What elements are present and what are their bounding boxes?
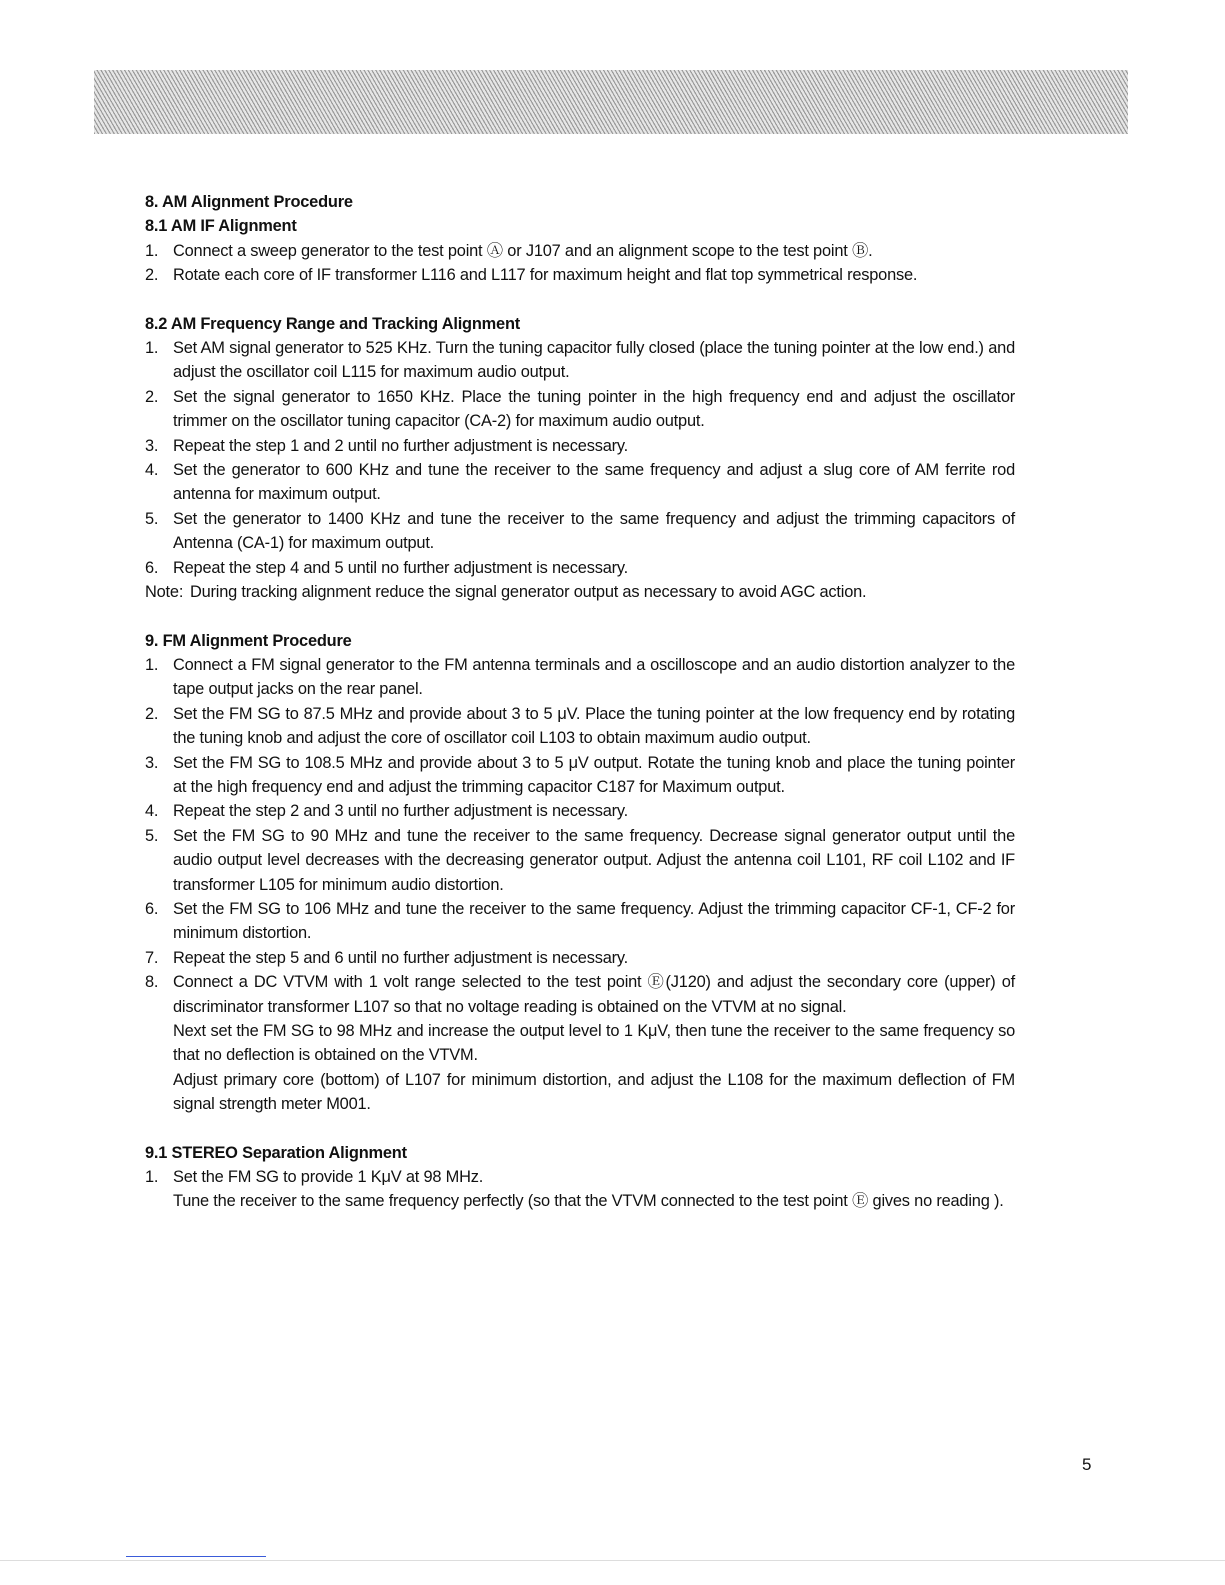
header-pattern-banner xyxy=(94,70,1128,134)
list-item: 4. Repeat the step 2 and 3 until no further adjustment is necessary. xyxy=(145,802,629,821)
list-item: 2. Set the signal generator to 1650 KHz. Place the tuning pointer in the high frequency end and adjust the oscillator trimmer on the oscillator tuning capacitor (CA-2) for maximum audio output. xyxy=(145,387,1015,431)
section-8-1-heading: 8.1 AM IF Alignment xyxy=(145,217,297,236)
section-9-1-heading: 9.1 STEREO Separation Alignment xyxy=(145,1143,407,1162)
list-item: 3. Repeat the step 1 and 2 until no further adjustment is necessary. xyxy=(145,436,629,455)
section-9-heading: 9. FM Alignment Procedure xyxy=(145,631,352,650)
list-item: 1. Set the FM SG to provide 1 KμV at 98 MHz. xyxy=(145,1168,484,1187)
divider xyxy=(126,1556,266,1557)
list-item: 1. Connect a sweep generator to the test point Ⓐ or J107 and an alignment scope to the test point Ⓑ. xyxy=(145,241,873,260)
list-item: 2. Rotate each core of IF transformer L116 and L117 for maximum height and flat top symmetrical response. xyxy=(145,266,918,285)
list-item: 5. Set the generator to 1400 KHz and tune the receiver to the same frequency and adjust the trimming capacitors of Antenna (CA-1) for maximum output. xyxy=(145,509,1015,553)
list-item: 6. Repeat the step 4 and 5 until no further adjustment is necessary. xyxy=(145,558,629,577)
list-item: 3. Set the FM SG to 108.5 MHz and provide about 3 to 5 μV output. Rotate the tuning knob and place the tuning pointer at the high frequency end and adjust the trimming capacitor C187 for Maximum output. xyxy=(145,753,1015,796)
list-item: 5. Set the FM SG to 90 MHz and tune the receiver to the same frequency. Decrease signal generator output until the audio output level decreases with the decreasing generator output. Adjust the antenna coil L101, RF coil L102 and IF transformer L105 for minimum audio distortion. xyxy=(145,826,1015,894)
list-item: 7. Repeat the step 5 and 6 until no further adjustment is necessary. xyxy=(145,948,629,967)
page-number: 5 xyxy=(1082,1455,1092,1474)
note: Note: During tracking alignment reduce the signal generator output as necessary to avoid AGC action. xyxy=(145,583,867,602)
list-item-continuation: Tune the receiver to the same frequency perfectly (so that the VTVM connected to the test point Ⓔ gives no reading ). xyxy=(173,1192,1004,1211)
section-8-2-heading: 8.2 AM Frequency Range and Tracking Alignment xyxy=(145,314,521,333)
divider xyxy=(0,1560,1225,1561)
list-item-continuation: Adjust primary core (bottom) of L107 for minimum distortion, and adjust the L108 for the maximum deflection of FM signal strength meter M001. xyxy=(173,1070,1015,1114)
list-item-continuation: Next set the FM SG to 98 MHz and increase the output level to 1 KμV, then tune the receiver to the same frequency so that no deflection is obtained on the VTVM. xyxy=(173,1022,1015,1065)
list-item: 2. Set the FM SG to 87.5 MHz and provide about 3 to 5 μV. Place the tuning pointer at the low frequency end by rotating the tuning knob and adjust the core of oscillator coil L103 to obtain maximum audio output. xyxy=(145,704,1015,748)
document-body xyxy=(145,190,1015,1214)
list-item: 1. Set AM signal generator to 525 KHz. Turn the tuning capacitor fully closed (place the tuning pointer at the low end.) and adjust the oscillator coil L115 for maximum audio output. xyxy=(145,339,1015,382)
list-item: 8. Connect a DC VTVM with 1 volt range selected to the test point Ⓔ(J120) and adjust the secondary core (upper) of discriminator transformer L107 so that no voltage reading is obtained on the VTVM at no signal. xyxy=(145,973,1015,1016)
section-8-heading: 8. AM Alignment Procedure xyxy=(145,193,353,211)
list-item: 4. Set the generator to 600 KHz and tune the receiver to the same frequency and adjust a slug core of AM ferrite rod antenna for maximum output. xyxy=(145,461,1015,504)
list-item: 1. Connect a FM signal generator to the FM antenna terminals and a oscilloscope and an audio distortion analyzer to the tape output jacks on the rear panel. xyxy=(145,655,1015,699)
list-item: 6. Set the FM SG to 106 MHz and tune the receiver to the same frequency. Adjust the trimming capacitor CF-1, CF-2 for minimum distortion. xyxy=(145,899,1015,943)
